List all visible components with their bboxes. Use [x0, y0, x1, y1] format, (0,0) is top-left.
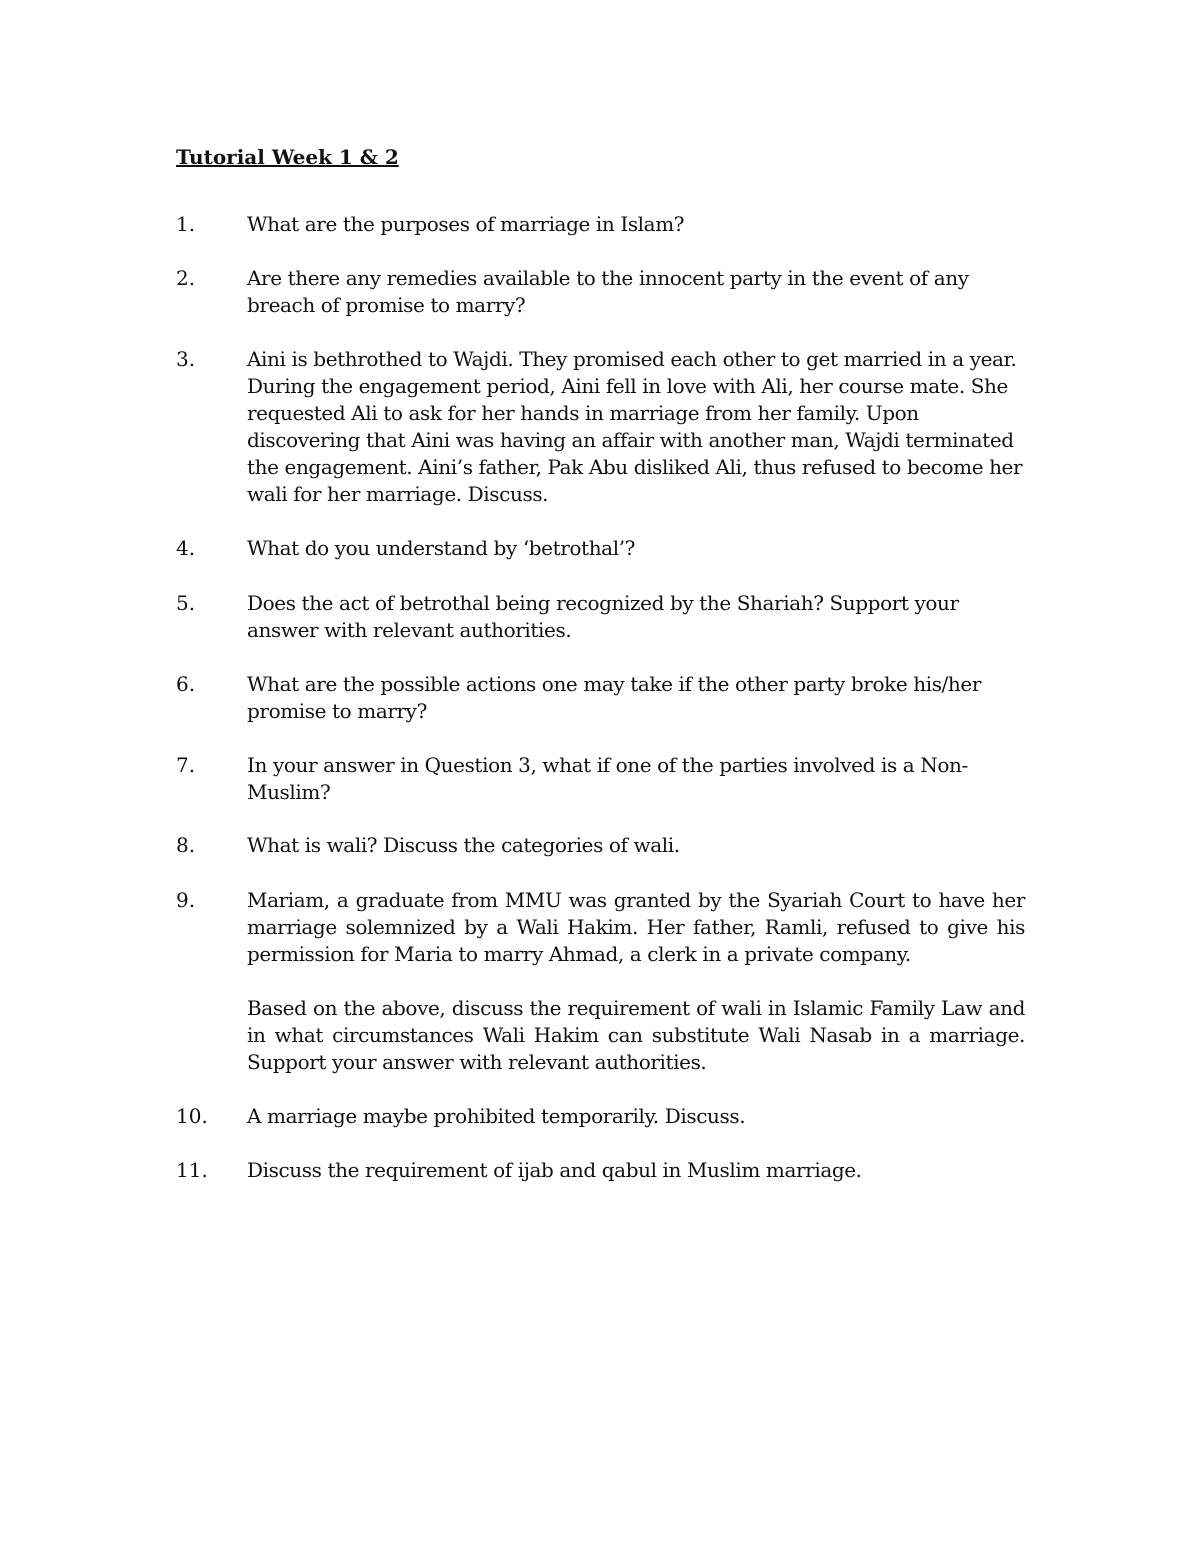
question-6 — [176, 671, 1036, 725]
question-1 — [176, 211, 1036, 238]
question-number: 11. — [176, 1158, 208, 1182]
question-paragraph: Aini is bethrothed to Wajdi. They promised each other to get married in a year. During the engagement period, Aini fell in love with Ali, her course mate. She requested Ali to ask for her hands in marriage from her family. Upon discovering that Aini was having an affair with another man, Wajdi terminated the engagement. Aini’s father, Pak Abu disliked Ali, thus refused to become her wali for her marriage. Discuss. — [247, 347, 1023, 506]
question-paragraph: Based on the above, discuss the requirement of wali in Islamic Family Law and in what circumstances Wali Hakim can substitute Wali Nasab in a marriage. Support your answer with relevant authorities. — [247, 996, 1025, 1074]
question-7 — [176, 752, 1036, 806]
question-text — [247, 1103, 1025, 1130]
question-paragraph: Does the act of betrothal being recognized by the Shariah? Support your answer with relevant authorities. — [247, 591, 959, 642]
question-text — [247, 887, 1025, 1076]
question-number: 4. — [176, 536, 196, 560]
question-text — [247, 265, 1025, 319]
question-number: 9. — [176, 888, 196, 912]
question-number: 7. — [176, 753, 196, 777]
question-paragraph: What is wali? Discuss the categories of wali. — [247, 833, 680, 857]
question-number: 2. — [176, 266, 196, 290]
question-text — [247, 1157, 1025, 1184]
question-text — [247, 832, 1025, 859]
question-5 — [176, 590, 1036, 644]
question-text — [247, 590, 1025, 644]
question-number: 1. — [176, 212, 196, 236]
question-number: 5. — [176, 591, 196, 615]
question-text — [247, 752, 1025, 806]
question-2 — [176, 265, 1036, 319]
question-10 — [176, 1103, 1036, 1130]
document-title: Tutorial Week 1 & 2 — [176, 145, 399, 169]
question-8 — [176, 832, 1036, 859]
question-11 — [176, 1157, 1036, 1184]
question-number: 10. — [176, 1104, 208, 1128]
question-text — [247, 211, 1025, 238]
question-paragraph: What are the possible actions one may take if the other party broke his/her promise to marry? — [247, 672, 981, 723]
question-paragraph: In your answer in Question 3, what if one of the parties involved is a Non-Muslim? — [247, 753, 968, 804]
question-number: 6. — [176, 672, 196, 696]
question-paragraph: Are there any remedies available to the innocent party in the event of any breach of promise to marry? — [247, 266, 969, 317]
question-number: 3. — [176, 347, 196, 371]
question-text — [247, 671, 1025, 725]
question-paragraph: Discuss the requirement of ijab and qabul in Muslim marriage. — [247, 1158, 862, 1182]
question-4 — [176, 535, 1036, 562]
question-paragraph: Mariam, a graduate from MMU was granted by the Syariah Court to have her marriage solemnized by a Wali Hakim. Her father, Ramli, refused to give his permission for Maria to marry Ahmad, a clerk in a private company. — [247, 888, 1025, 966]
question-9 — [176, 887, 1036, 1076]
question-paragraph: What are the purposes of marriage in Islam? — [247, 212, 685, 236]
question-number: 8. — [176, 833, 196, 857]
question-paragraph: A marriage maybe prohibited temporarily. Discuss. — [247, 1104, 746, 1128]
question-3 — [176, 346, 1036, 508]
question-text — [247, 535, 1025, 562]
question-text — [247, 346, 1025, 508]
question-paragraph: What do you understand by ‘betrothal’? — [247, 536, 635, 560]
